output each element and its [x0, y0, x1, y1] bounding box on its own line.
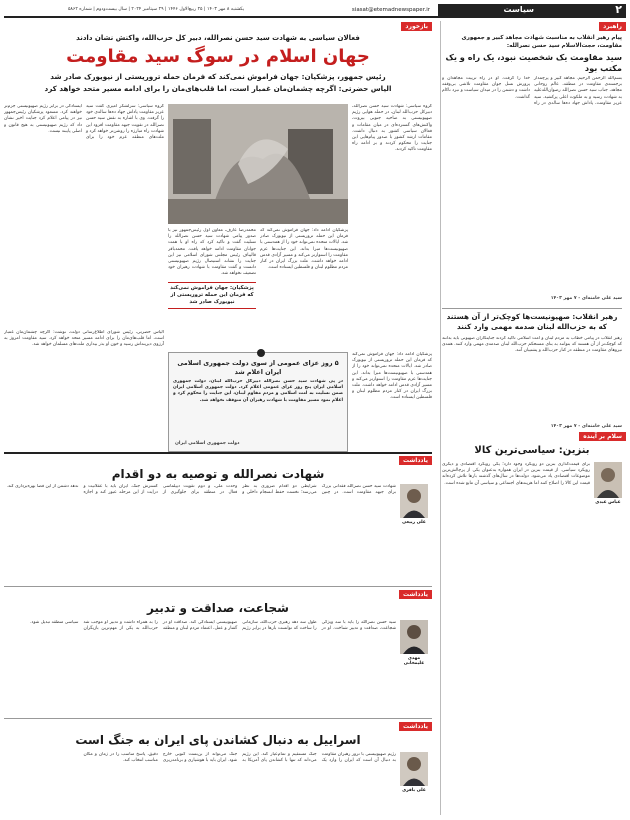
right-divider-1 — [442, 308, 622, 309]
third-story-author: عباس عبدی — [595, 500, 621, 505]
opinion-2-body: سید حسن نصرالله را باید با سه ویژگی شجاعت، صداقت و تدبیر شناخت. او در طول سه دهه رهبری حزب‌الله، سازمانی را ساخت که توانست بارها در برابر رژیم صهیونیستی ایستادگی کند. صداقت او در گفتار و عمل، اعتماد مردم لبنان و منطقه را به همراه داشت و تدبیر او موجب شد حزب‌الله به یکی از مهم‌ترین بازیگران سیاسی منطقه تبدیل شود. — [30, 620, 396, 632]
second-story-body: رهبر انقلاب در پیامی خطاب به مردم لبنان و امت اسلامی تاکید کردند جنایتکاران صهیونی باید بدانند که کوچک‌تر از آن هستند که بتوانند به بنای مستحکم حزب‌الله لبنان صدمه‌ی مهمی وارد کنند. همه‌ی نیروهای مقاومت در منطقه در کنار حزب‌الله و پشتیبان آنند. — [442, 336, 622, 354]
main-quote: پزشکیان: جهان فراموش نمی‌کند که فرمان این حمله تروریستی از نیویورک صادر شد — [168, 282, 256, 309]
opinion-divider-2 — [4, 718, 432, 719]
opinion-3-tag: یادداشت — [399, 722, 432, 731]
main-photo — [168, 104, 348, 224]
site-email[interactable]: siasat@etemadnewspaper.ir — [351, 7, 430, 13]
opinion-2-title: شجاعت، صداقت و تدبیر — [147, 601, 289, 615]
top-story-title: سید مقاومت یک شخصیت نبود، یک راه و یک مکتب بود — [445, 52, 622, 73]
top-story-author: سید علی خامنه‌ای - ۷ مهر ۱۴۰۳ — [550, 296, 622, 301]
top-story-kicker: پیام رهبر انقلاب به مناسبت شهادت مجاهد کبیر و جمهوری مقاومت، حجت‌الاسلام سید حسن نصرالله: — [461, 35, 622, 49]
opinion-3-body: رژیم صهیونیستی با ترور رهبران مقاومت به دنبال آن است که ایران را وارد یک جنگ مستقیم و تمام‌عیار کند. این رژیم می‌داند که تنها با کشاندن پای آمریکا به جنگ می‌تواند از بن‌بست کنونی خارج شود. ایران باید با هوشیاری و برنامه‌ریزی دقیق، پاسخ مناسب را در زمان و مکان مناسب انتخاب کند. — [83, 752, 396, 764]
main-subhead-1: رئیس جمهور، پزشکیان: جهان فراموش نمی‌کند که فرمان حمله تروریستی از نیویورک صادر شد — [50, 72, 386, 81]
main-column-e: پزشکیان ادامه داد: جهان فراموش نمی‌کند که فرمان این حمله تروریستی از نیویورک صادر شد. ایالات متحده نمی‌تواند خود را از همدستی با صهیونیست‌ها مبرا بداند. این جنایت‌ها عزم مقاومت را استوارتر می‌کند و مسیر آزادی قدس ادامه خواهد داشت. ملت بزرگ ایران در کنار مردم مظلوم لبنان و فلسطین ایستاده است. — [352, 352, 432, 401]
notice-icon — [257, 349, 265, 357]
main-lead-body: گروه سیاسی: شهادت سید حسن نصرالله، دبیرکل حزب‌الله لبنان، در حمله هوایی رژیم صهیونیستی به ضاحیه جنوبی بیروت، واکنش‌های گسترده‌ای در میان مقامات و فعالان سیاسی کشور به دنبال داشت. مقامات ارشد کشور با صدور پیام‌هایی این جنایت را محکوم کردند و بر ادامه راه مقاومت تاکید کردند. — [352, 104, 432, 153]
author-photo — [594, 462, 622, 498]
opinion-3-photo — [400, 752, 428, 786]
page-number: ۲ — [615, 3, 622, 16]
third-story-title: بنزین: سیاسی‌ترین کالا — [474, 445, 590, 456]
top-story-body: بسم‌الله الرحمن الرحیم. مجاهد کبیر و پرچمدار برجسته‌ی مقاومت در منطقه، عالم روحانی مجاهد، جناب سید حسن نصرالله رضوان‌الله‌علیه به شهادت رسید و به ملکوت اعلی پرکشید. سید عزیز مقاومت، پاداش جهاد ده‌ها ساله‌ی در راه خدا را گرفت. او در راه تربیت مجاهدان و پرورش نسل جوان مقاومت تلاشی بی‌وقفه داشت و دشمن را در میدان سیاست و نبرد ناکام گذاشت. — [442, 76, 622, 106]
section-title: سیاست — [503, 5, 534, 14]
main-headline: جهان اسلام در سوگ سید مقاومت — [66, 46, 370, 67]
opinion-1-body: شهادت سید حسن نصرالله فقدانی بزرگ برای جبهه مقاومت است. در چنین شرایطی دو اقدام ضروری به نظر می‌رسد؛ نخست حفظ انسجام داخلی و وحدت ملی، و دوم تقویت دیپلماسی فعال در منطقه برای جلوگیری از گسترش جنگ. ایران باید با عقلانیت و درایت از این مرحله عبور کند و اجازه ندهد دشمن از این فضا بهره‌برداری کند. — [6, 484, 396, 496]
main-tag: بازخورد — [401, 22, 432, 31]
right-tag-2: سلام بر آینده — [579, 432, 626, 441]
main-bottom-divider — [4, 452, 432, 454]
opinion-2-photo — [400, 620, 428, 654]
main-lead: فعالان سیاسی به شهادت سید حسن نصرالله، دبیر کل حزب‌الله، واکنش نشان دادند — [76, 34, 360, 42]
main-column-c: محمدرضا عارف، معاون اول رئیس‌جمهور نیز با صدور پیامی شهادت سید حسن نصرالله را تسلیت گفت و تاکید کرد که راه او با همت جوانان مقاومت ادامه خواهد یافت. محمدباقر قالیباف رئیس مجلس شورای اسلامی نیز این جنایت را نشانه استیصال رژیم صهیونیستی دانست و گفت مقاومت با شهادت رهبران خود تضعیف نخواهد شد. — [168, 228, 256, 277]
opinion-1-tag: یادداشت — [399, 456, 432, 465]
opinion-2-author: مهدی عليمخانی — [403, 656, 425, 666]
opinion-3-title: اسراییل به دنبال کشاندن پای ایران به جنگ است — [75, 733, 361, 747]
notice-title: ۵ روز عزای عمومی از سوی دولت جمهوری اسلامی ایران اعلام شد — [177, 359, 339, 376]
third-story-body: برای قیمت‌گذاری بنزین دو رویکرد وجود دارد؛ یکی رویکرد اقتصادی و دیگری رویکرد سیاسی. از قیمت بنزین در ایران همواره به‌عنوان یکی از پرچالش‌ترین موضوعات اقتصادی یاد می‌شود. دولت‌ها در سال‌های گذشته بارها تلاش کرده‌اند قیمت این کالا را اصلاح کنند اما هزینه‌های اجتماعی و سیاسی آن مانع شده است. — [442, 462, 590, 486]
dateline: یکشنبه ۸ مهر ۱۴۰۳ | ۲۵ ربیع‌الاول ۱۴۴۶ | ۲۹ سپتامبر ۲۰۲۴ | سال بیست‌ودوم | شماره ۵۸۶۲ — [67, 7, 244, 12]
opinion-2-tag: یادداشت — [399, 590, 432, 599]
main-column-b: پزشکیان ادامه داد: جهان فراموش نمی‌کند که فرمان این حمله تروریستی از نیویورک صادر شد. ایالات متحده نمی‌تواند خود را از همدستی با صهیونیست‌ها مبرا بداند. این جنایت‌ها عزم مقاومت را استوارتر می‌کند و مسیر آزادی قدس ادامه خواهد داشت. ملت بزرگ ایران در کنار مردم مظلوم لبنان و فلسطین ایستاده است. — [260, 228, 348, 271]
second-story-title: رهبر انقلاب: صهیونیست‌ها کوچک‌تر از آن هستند که به حزب‌الله لبنان صدمه مهمی وارد کنند — [446, 312, 618, 331]
second-story-author: سید علی خامنه‌ای - ۷ مهر ۱۴۰۳ — [550, 424, 622, 429]
masthead — [4, 4, 626, 18]
opinion-divider-1 — [4, 586, 432, 587]
notice-body: در پی شهادت سید حسن نصرالله دبیرکل حزب‌الله لبنان، دولت جمهوری اسلامی ایران پنج روز عزای عمومی اعلام کرد. دولت جمهوری اسلامی ایران ضمن تسلیت به امت اسلامی و مردم مقاوم لبنان، این جنایت را محکوم کرد و اعلام نمود مسیر مقاومت با شهادت رهبران آن متوقف نخواهد شد. — [173, 379, 343, 403]
main-subhead-2: الیاس حضرتی: اگرچه چشمان‌مان غمبار است، اما قلب‌های‌مان را برای ادامه مسیر متحد خواهد کرد — [44, 84, 392, 93]
right-tag: راهبرد — [599, 22, 626, 31]
opinion-1-photo — [400, 484, 428, 518]
notice-box — [168, 352, 348, 452]
opinion-1-author: علی ربیعی — [402, 520, 426, 525]
opinion-3-author: علی باقری — [402, 788, 426, 793]
main-column-d: الیاس حضرتی، رئیس شورای اطلاع‌رسانی دولت، نوشت: اگرچه چشمان‌مان غمبار است، اما قلب‌های‌مان را برای ادامه مسیر متحد خواهد کرد. سید مقاومت امروز به آرزوی دیرینه‌اش رسید و خون او بذر بیداری ملت‌های مسلمان خواهد شد. — [4, 330, 164, 348]
opinion-1-title: شهادت نصرالله و توصیه به دو اقدام — [111, 467, 325, 481]
main-column-a: گروه سیاسی: سرلشکر امیری گفت سید عزیز مقاومت پاداش جهاد ده‌ها ساله‌ی خود را گرفت. وی با اشاره به نقش سید حسن نصرالله در تقویت جبهه مقاومت افزود این شهادت راه مبارزه را روشن‌تر خواهد کرد و ملت‌های منطقه عزم خود را برای ایستادگی در برابر رژیم صهیونیستی جزم‌تر خواهند کرد. مسعود پزشکیان رئیس‌جمهور نیز در پیامی اعلام کرد جنایت اخیر نشان داد که رژیم صهیونیستی به هیچ قانون و اصلی پایبند نیست. — [4, 104, 164, 141]
notice-sign: دولت جمهوری اسلامی ایران — [175, 441, 240, 446]
